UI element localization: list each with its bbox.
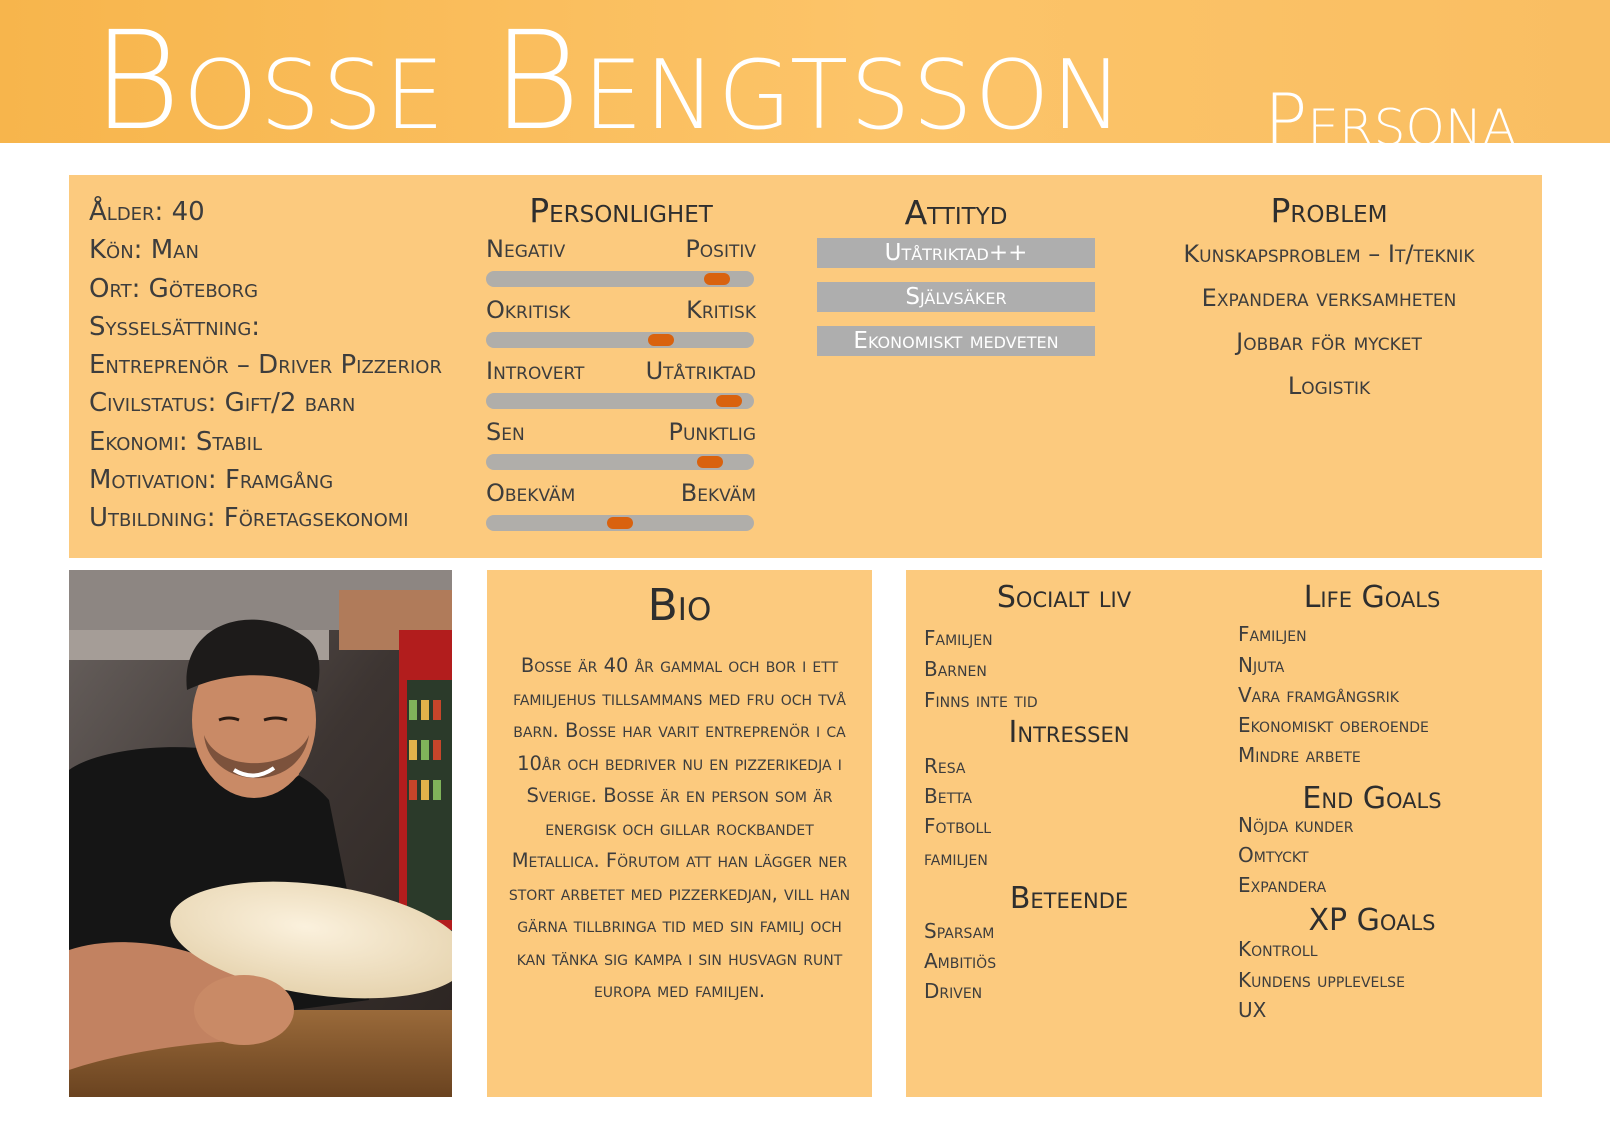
persona-photo-illustration xyxy=(69,570,452,1097)
life-goals-heading: Life Goals xyxy=(1303,580,1441,615)
fact-motivation: Motivation: Framgång xyxy=(89,465,334,496)
trait-slider-thumb xyxy=(697,456,723,468)
bio-heading: Bio xyxy=(647,580,712,631)
fact-education: Utbildning: Företagsekonomi xyxy=(89,503,409,534)
social-life-item: Barnen xyxy=(924,657,987,681)
life-goal-item: Mindre arbete xyxy=(1238,743,1361,767)
trait-slider-thumb xyxy=(648,334,674,346)
header-banner xyxy=(0,0,1610,162)
problem-item: Logistik xyxy=(1287,372,1371,400)
facts-list xyxy=(89,193,469,538)
fact-civil-status: Civilstatus: Gift/2 barn xyxy=(89,388,356,419)
personality-heading: Personlighet xyxy=(529,191,713,230)
attitude-section xyxy=(817,193,1095,370)
trait-row xyxy=(486,234,756,295)
bio-text: Bosse är 40 år gammal och bor i ett familjehus tillsammans med fru och två barn. Bosse har varit entreprenör i ca 10år och bedriver nu en pizzerikedja i Sverige. Bosse är en person som är energisk och gillar rockbandet Metallica. Förutom att han lägger ner stort arbetet med pizzerkedjan, vill han gärna tillbringa tid med sin familj och kan tänka sig kampa i sin husvagn runt europa med familjen. xyxy=(508,654,851,1002)
behavior-item: Ambitiös xyxy=(924,949,997,973)
trait-slider-track xyxy=(486,271,754,287)
persona-photo xyxy=(69,570,452,1097)
life-goal-item: Njuta xyxy=(1238,653,1285,677)
trait-right-label: Kritisk xyxy=(686,296,756,324)
social-life-item: Finns inte tid xyxy=(924,688,1038,712)
attitude-item: Utåtriktad++ xyxy=(817,238,1095,268)
fact-occupation-label: Sysselsättning: xyxy=(89,311,261,342)
interest-item: familjen xyxy=(924,846,988,870)
social-life-item: Familjen xyxy=(924,626,993,650)
interest-item: Resa xyxy=(924,754,966,778)
trait-left-label: Obekväm xyxy=(486,479,576,507)
life-goal-item: Vara framgångsrik xyxy=(1238,683,1399,707)
trait-row xyxy=(486,356,756,417)
behavior-heading: Beteende xyxy=(1009,881,1129,916)
trait-slider-thumb xyxy=(716,395,742,407)
trait-right-label: Bekväm xyxy=(680,479,756,507)
life-goal-item: Familjen xyxy=(1238,622,1307,646)
trait-row xyxy=(486,478,756,539)
persona-name: Bosse Bengtsson xyxy=(92,3,1125,161)
trait-row xyxy=(486,417,756,478)
trait-right-label: Utåtriktad xyxy=(645,357,756,385)
problem-item: Expandera verksamheten xyxy=(1201,284,1457,312)
xp-goal-item: Kundens upplevelse xyxy=(1238,968,1405,992)
end-goal-item: Nöjda kunder xyxy=(1238,813,1354,837)
fact-city: Ort: Göteborg xyxy=(89,273,259,304)
fact-age: Ålder: 40 xyxy=(89,197,205,227)
fact-economy: Ekonomi: Stabil xyxy=(89,426,263,457)
problem-item: Kunskapsproblem – It/teknik xyxy=(1183,240,1475,268)
xp-goal-item: Kontroll xyxy=(1238,937,1318,961)
xp-goals-heading: XP Goals xyxy=(1308,903,1436,938)
attitude-item: Självsäker xyxy=(817,282,1095,312)
trait-slider-track xyxy=(486,393,754,409)
interests-heading: Intressen xyxy=(1008,715,1130,750)
trait-slider-thumb xyxy=(704,273,730,285)
trait-slider-track xyxy=(486,332,754,348)
attitude-heading: Attityd xyxy=(904,193,1008,232)
attitude-item: Ekonomiskt medveten xyxy=(817,326,1095,356)
persona-label: Persona xyxy=(1264,78,1517,162)
bio-panel xyxy=(487,570,872,1097)
trait-left-label: Introvert xyxy=(486,357,585,385)
problem-heading: Problem xyxy=(1270,191,1388,230)
trait-slider-track xyxy=(486,515,754,531)
xp-goal-item: UX xyxy=(1238,998,1267,1022)
interest-item: Fotboll xyxy=(924,814,992,838)
info-panel xyxy=(69,175,1542,558)
behavior-item: Driven xyxy=(924,979,983,1003)
interest-item: Betta xyxy=(924,784,972,808)
end-goal-item: Expandera xyxy=(1238,873,1327,897)
goals-panel xyxy=(906,570,1542,1097)
problem-section xyxy=(1139,191,1519,408)
trait-left-label: Sen xyxy=(486,418,525,446)
end-goal-item: Omtyckt xyxy=(1238,843,1309,867)
trait-row xyxy=(486,295,756,356)
life-goal-item: Ekonomiskt oberoende xyxy=(1238,713,1429,737)
trait-left-label: Okritisk xyxy=(486,296,571,324)
personality-section xyxy=(486,191,756,539)
trait-right-label: Punktlig xyxy=(668,418,756,446)
trait-slider-track xyxy=(486,454,754,470)
problem-item: Jobbar för mycket xyxy=(1236,328,1422,356)
trait-left-label: Negativ xyxy=(486,235,566,263)
fact-gender: Kön: Man xyxy=(89,235,199,266)
end-goals-heading: End Goals xyxy=(1302,781,1442,816)
behavior-item: Sparsam xyxy=(924,919,995,943)
social-life-heading: Socialt liv xyxy=(996,580,1132,615)
trait-slider-thumb xyxy=(607,517,633,529)
fact-occupation: Entreprenör – Driver Pizzerior xyxy=(89,350,442,381)
trait-right-label: Positiv xyxy=(685,235,756,263)
